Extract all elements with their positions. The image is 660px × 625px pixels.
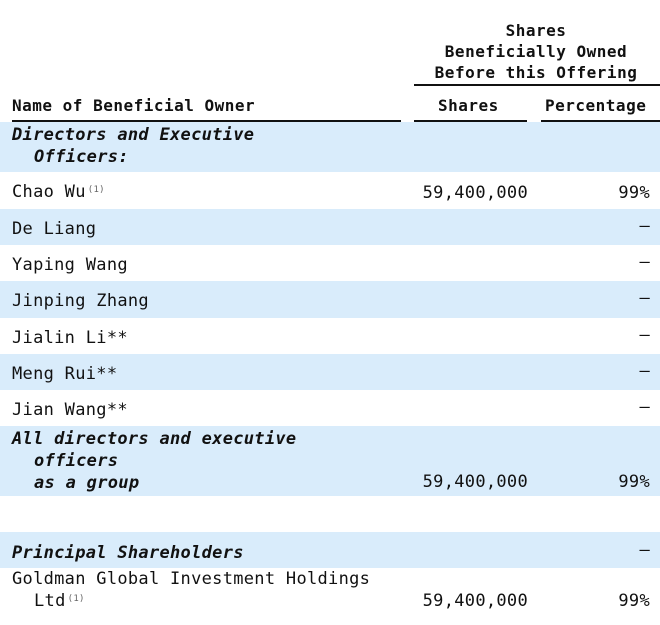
table-row	[0, 281, 660, 318]
table-row	[0, 318, 660, 354]
group-header-rule	[414, 84, 660, 86]
column-header-percentage: Percentage	[545, 96, 647, 115]
section-principal-label: Principal Shareholders	[12, 543, 244, 563]
table-row	[0, 390, 660, 426]
shares-group-header	[412, 20, 660, 83]
footnote-marker: (1)	[87, 185, 105, 195]
owner-name: Yaping Wang	[12, 255, 128, 275]
section-directors-line1: Directors and Executive	[12, 125, 255, 145]
group-total-line3: as a group	[34, 473, 140, 493]
group-total-line1: All directors and executive	[12, 429, 297, 449]
column-header-shares: Shares	[438, 96, 499, 115]
percentage-value: —	[639, 397, 650, 417]
spacer-row	[0, 496, 660, 532]
owner-name-line1: Goldman Global Investment Holdings	[12, 569, 371, 589]
table-row	[0, 354, 660, 390]
group-header-line3: Before this Offering	[434, 63, 638, 82]
table-row	[0, 209, 660, 245]
percentage-value: —	[639, 288, 650, 308]
percentage-value: —	[639, 540, 650, 560]
percentage-value: —	[639, 252, 650, 272]
owner-name: Jinping Zhang	[12, 291, 149, 311]
table-row-group-total	[0, 426, 660, 496]
table-row	[0, 172, 660, 209]
percentage-value: 99%	[618, 472, 650, 492]
percentage-value: —	[639, 216, 650, 236]
shares-value: 59,400,000	[422, 472, 528, 492]
owner-name-line2: Ltd	[34, 591, 66, 611]
shares-value: 59,400,000	[422, 183, 528, 203]
column-header-name: Name of Beneficial Owner	[12, 96, 256, 115]
owner-name: Jian Wang**	[12, 400, 128, 420]
shares-value: 59,400,000	[422, 591, 528, 611]
percentage-value: —	[639, 325, 650, 345]
owner-name: Chao Wu	[12, 182, 86, 202]
percentage-value: 99%	[618, 183, 650, 203]
section-directors-line2: Officers:	[34, 147, 129, 167]
footnote-marker: (1)	[67, 594, 85, 604]
table-row	[0, 568, 660, 625]
section-header-principal	[0, 532, 660, 568]
group-header-line2: Beneficially Owned	[444, 42, 628, 61]
percentage-value: 99%	[618, 591, 650, 611]
group-header-line1: Shares	[505, 21, 567, 40]
owner-name: Meng Rui**	[12, 364, 118, 384]
table-row	[0, 245, 660, 281]
group-total-line2: officers	[34, 451, 119, 471]
section-header-directors	[0, 122, 660, 172]
owner-name: Jialin Li**	[12, 328, 128, 348]
owner-name: De Liang	[12, 219, 97, 239]
percentage-value: —	[639, 361, 650, 381]
